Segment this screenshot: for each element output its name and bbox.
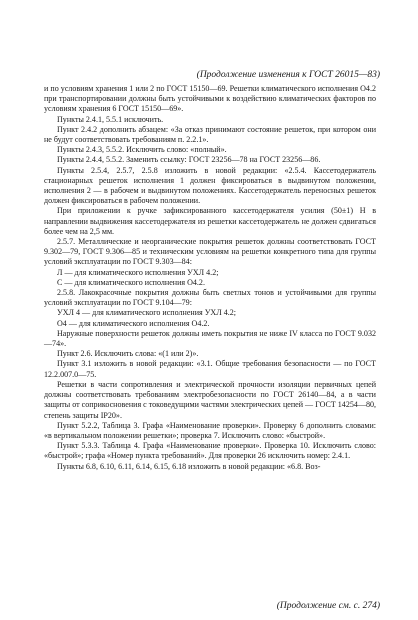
- paragraph: Л — для климатического исполнения УХЛ 4.2;: [57, 267, 219, 277]
- paragraph: Пункт 5.3.3. Таблица 4. Графа «Наименование проверки». Проверка 10. Исключить слово: «быстрой»; графа «Номер пункта требований». Для проверки 26 исключить номер: 2.4.1.: [44, 441, 376, 461]
- document-body: [44, 84, 376, 472]
- paragraph: Пункты 6.8, 6.10, 6.11, 6.14, 6.15, 6.18 изложить в новой редакции: «6.8. Воз-: [57, 461, 321, 471]
- paragraph: и по условиям хранения 1 или 2 по ГОСТ 15150—69. Решетки климатического исполнения О4.2 при транспортировании должны быть устойчивыми к воздействию климатических факторов по условиям хранения 6 ГОСТ 15150—69».: [44, 84, 376, 114]
- paragraph: Пункт 5.2.2, Таблица 3. Графа «Наименование проверки». Проверку 6 дополнить словами: «в вертикальном положении решетки»; проверка 7. Исключить слово: «быстрой».: [44, 420, 376, 440]
- paragraph: Наружные поверхности решеток должны иметь покрытия не ниже IV класса по ГОСТ 9.032—74».: [44, 328, 376, 349]
- continuation-header: (Продолжение изменения к ГОСТ 26015—83): [196, 70, 380, 80]
- paragraph: 2.5.7. Металлические и неорганические покрытия решеток должны соответствовать ГОСТ 9.302—79, ГОСТ 9.306—85 и техническим условиям на решетки конкретного типа для группы условий эксплуатации по ГОСТ 9.303—84:: [44, 237, 376, 267]
- paragraph: 2.5.8. Лакокрасочные покрытия должны быть светлых тонов и устойчивыми для группы условий эксплуатации по ГОСТ 9.104—79:: [44, 288, 376, 308]
- paragraph: С — для климатического исполнения О4.2.: [57, 277, 205, 287]
- paragraph: Пункт 2.6. Исключить слова: «(1 или 2)».: [57, 349, 199, 359]
- paragraph: При приложении к ручке зафиксированного кассетодержателя усилия (50±1) Н в направлении выдвижения кассетодержателя из решетки кассетодержатель не должен сдвигаться более чем на 2,5 мм.: [44, 206, 376, 236]
- paragraph: Решетки в части сопротивления и электрической прочности изоляции первичных цепей должны соответствовать требованиям электробезопасности по ГОСТ 26140—84, а в части защиты от соприкосновения с токоведущими частями электрических цепей — ГОСТ 14254—80, степень защиты IP20».: [44, 379, 376, 420]
- paragraph: Пункты 2.4.4, 5.5.2. Заменить ссылку: ГОСТ 23256—78 на ГОСТ 23256—86.: [57, 155, 321, 165]
- paragraph: Пункт 2.4.2 дополнить абзацем: «За отказ принимают состояние решеток, при котором они не будут соответствовать требованиям п. 2.2.1».: [44, 124, 376, 145]
- paragraph: Пункт 3.1 изложить в новой редакции: «3.1. Общие требования безопасности — по ГОСТ 12.2.007.0—75.: [44, 359, 376, 379]
- paragraph: Пункты 2.4.3, 5.5.2. Исключить слово: «полный».: [57, 145, 227, 155]
- continuation-footer: (Продолжение см. с. 274): [276, 601, 380, 611]
- paragraph: Пункты 2.4.1, 5.5.1 исключить.: [57, 114, 164, 124]
- paragraph: Пункты 2.5.4, 2.5.7, 2.5.8 изложить в новой редакции: «2.5.4. Кассетодержатель стационарных решеток исполнения 1 должен фиксироваться в выдвинутом положении, исполнения 2 — в рабочем и выдвинутом положениях. Кассетодержатель переносных решеток должен фиксироваться в рабочем положении.: [44, 165, 376, 206]
- paragraph: УХЛ 4 — для климатического исполнения УХЛ 4.2;: [57, 308, 236, 318]
- paragraph: О4 — для климатического исполнения О4.2.: [57, 318, 210, 328]
